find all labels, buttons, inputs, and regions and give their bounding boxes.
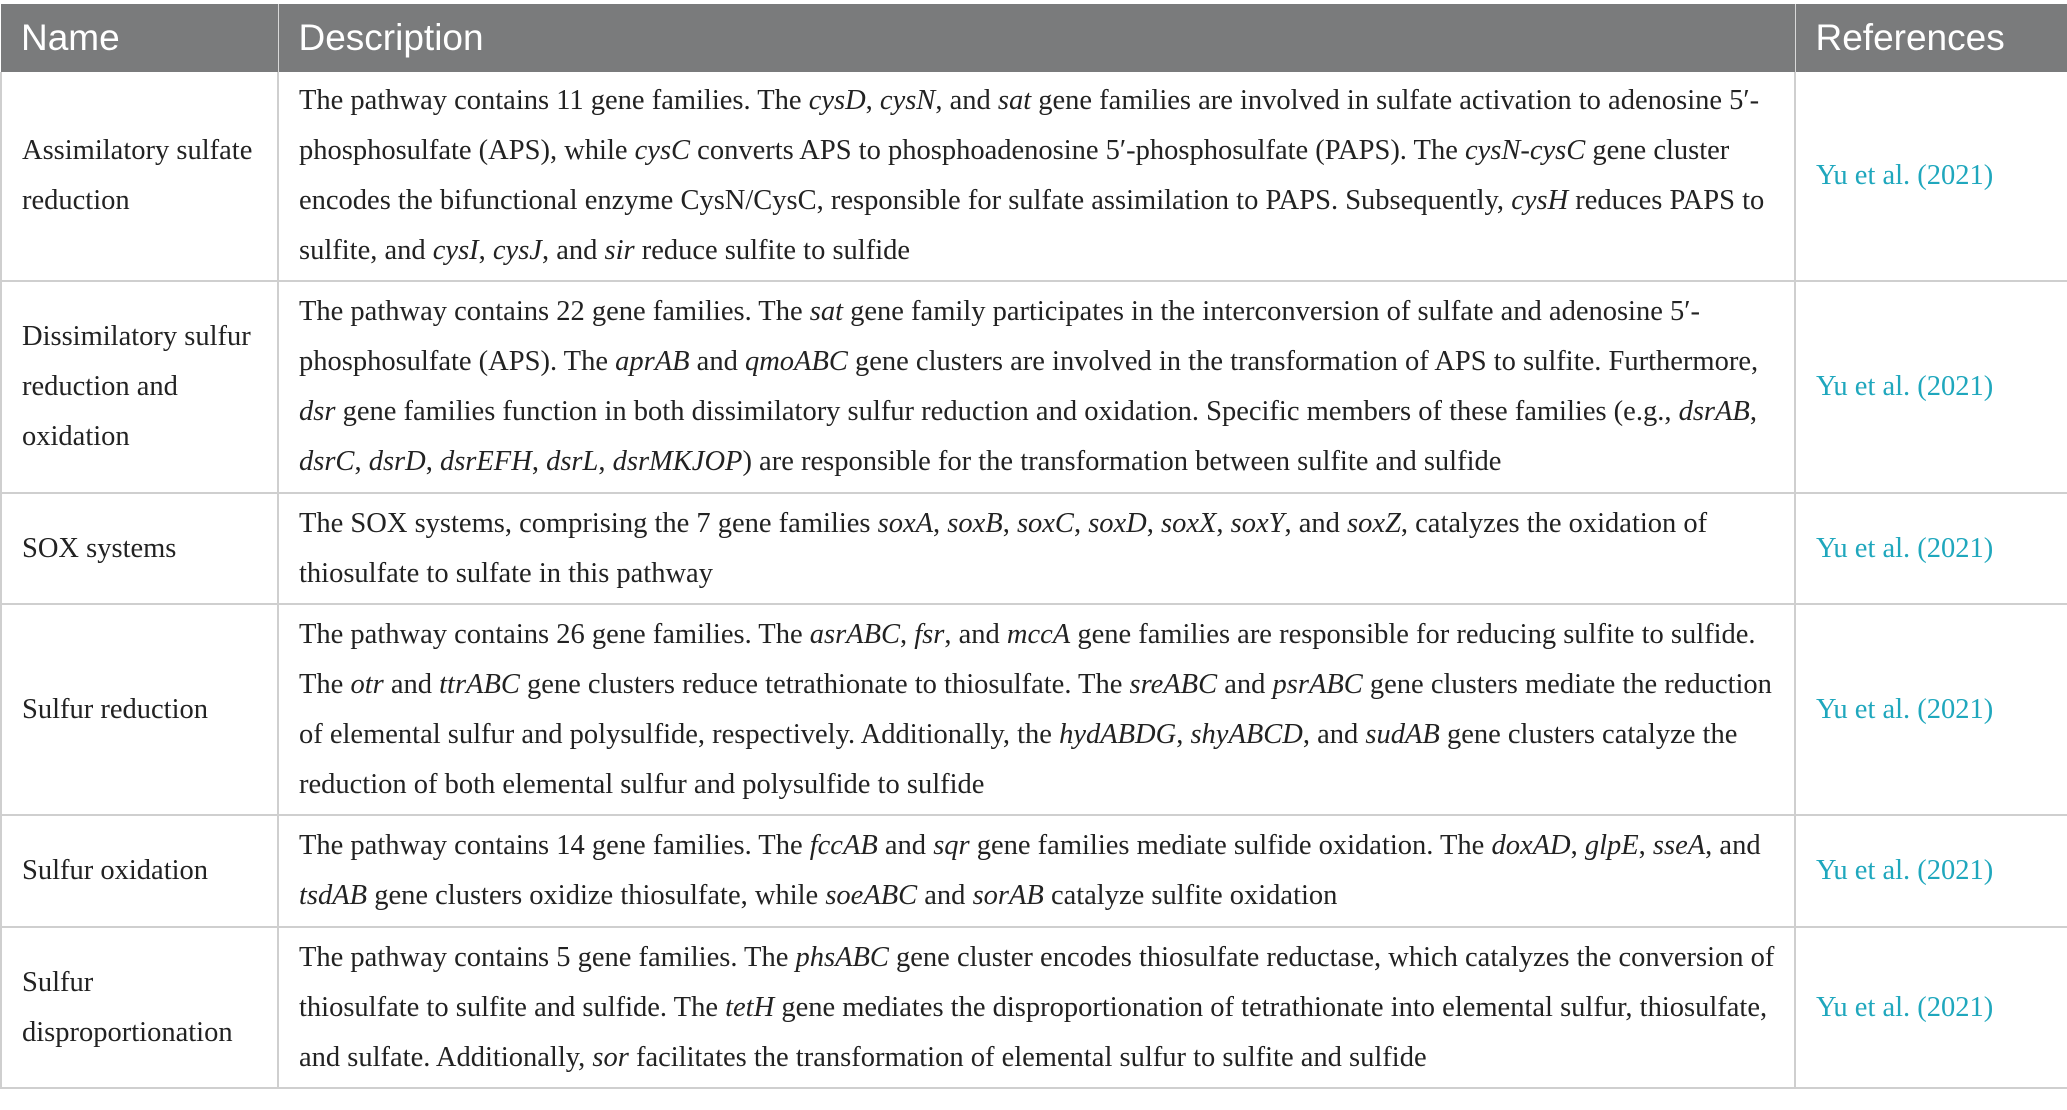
description-text: , [1749, 396, 1757, 427]
description-text: and [1217, 668, 1273, 700]
reference-link[interactable]: Yu et al. (2021) [1795, 604, 2067, 815]
pathway-description [278, 604, 1795, 815]
sulfur-pathway-table [0, 4, 2067, 1089]
gene-name: soxD [1088, 507, 1147, 539]
gene-name: cysD [808, 85, 866, 116]
description-text: The SOX systems, comprising the 7 gene families [299, 507, 878, 539]
description-text: The pathway contains 22 gene families. The [299, 296, 810, 327]
gene-name: dsrL [546, 446, 599, 477]
description-text: , [933, 507, 948, 539]
description-text: , [531, 446, 547, 477]
description-text: gene families are involved in sulfate activation to adenosine 5′-phosphosulfate (APS), while [299, 85, 1760, 166]
description-text: , and [1284, 507, 1348, 539]
gene-name: shyABCD [1190, 718, 1303, 750]
description-text: , [865, 85, 880, 116]
gene-name: dsrMKJOP [612, 446, 743, 477]
description-text: , [1638, 830, 1653, 861]
description-text: , [1216, 507, 1231, 539]
table-row [1, 927, 2067, 1088]
table-body [1, 72, 2067, 1088]
description-text: , [1002, 507, 1017, 539]
gene-name: sreABC [1129, 668, 1218, 700]
description-text: The pathway contains 14 gene families. The [299, 830, 810, 861]
description-text: ) are responsible for the transformation between sulfite and sulfide [742, 446, 1502, 477]
pathway-name: Dissimilatory sulfur reduction and oxidation [1, 281, 278, 493]
description-text: gene cluster encodes the bifunctional enzyme CysN/CysC, responsible for sulfate assimilation to PAPS. Subsequently, [299, 135, 1730, 216]
gene-name: soxZ [1347, 507, 1401, 539]
pathway-name: Sulfur reduction [1, 604, 278, 815]
gene-name: doxAD [1491, 830, 1571, 861]
description-text: gene clusters mediate the reduction of elemental sulfur and polysulfide, respectively. Additionally, the [299, 668, 1772, 750]
description-text: gene clusters are involved in the transformation of APS to sulfite. Furthermore, [847, 346, 1759, 377]
description-text: gene families are responsible for reducing sulfite to sulfide. The [299, 618, 1756, 700]
gene-name: hydABDG [1059, 718, 1177, 750]
gene-name: cysC [634, 135, 691, 166]
table-row [1, 493, 2067, 604]
description-text: gene mediates the disproportionation of tetrathionate into elemental sulfur, thiosulfate, and sulfate. Additionally, [299, 991, 1768, 1073]
gene-name: cysN [879, 85, 936, 116]
description-text: gene clusters reduce tetrathionate to thiosulfate. The [519, 668, 1130, 700]
description-text: The pathway contains 11 gene families. The [299, 85, 809, 116]
reference-link[interactable]: Yu et al. (2021) [1795, 493, 2067, 604]
reference-link[interactable]: Yu et al. (2021) [1795, 281, 2067, 493]
gene-name: fccAB [809, 830, 878, 861]
pathway-description [278, 815, 1795, 927]
reference-link[interactable]: Yu et al. (2021) [1795, 927, 2067, 1088]
table-row [1, 604, 2067, 815]
gene-name: otr [350, 668, 384, 700]
description-text: , and [1302, 718, 1366, 750]
gene-name: sat [997, 85, 1032, 116]
gene-name: qmoABC [744, 346, 848, 377]
gene-name: aprAB [615, 346, 690, 377]
gene-name: sqr [933, 830, 970, 861]
description-text: facilitates the transformation of elemental sulfur to sulfite and sulfide [628, 1041, 1427, 1073]
description-text: , [1176, 718, 1191, 750]
description-text: reduces PAPS to sulfite, and [299, 185, 1765, 266]
description-text: gene families mediate sulfide oxidation. The [969, 830, 1492, 861]
gene-name: soeABC [825, 880, 918, 911]
gene-name: sir [604, 235, 635, 266]
description-text: , [598, 446, 613, 477]
description-text: , catalyzes the oxidation of thiosulfate to sulfate in this pathway [299, 507, 1708, 589]
header-references: References [1795, 4, 2067, 72]
gene-name: cysN-cysC [1464, 135, 1586, 166]
description-text: , [1073, 507, 1089, 539]
pathway-description [278, 72, 1795, 281]
description-text: gene clusters oxidize thiosulfate, while [367, 880, 826, 911]
gene-name: fsr [914, 618, 945, 650]
description-text: and [917, 880, 973, 911]
description-text: and [877, 830, 934, 861]
gene-name: mccA [1006, 618, 1071, 650]
gene-name: soxA [877, 507, 934, 539]
table-row [1, 281, 2067, 493]
gene-name: tsdAB [299, 880, 368, 911]
description-text: and [689, 346, 745, 377]
gene-name: cysI [432, 235, 479, 266]
gene-name: dsrAB [1678, 396, 1750, 427]
pathway-description [278, 927, 1795, 1088]
description-text: , and [944, 618, 1007, 650]
table-row [1, 815, 2067, 927]
gene-name: soxX [1161, 507, 1217, 539]
description-text: The pathway contains 5 gene families. The [299, 941, 796, 973]
table-header [1, 4, 2067, 72]
gene-name: cysJ [492, 235, 542, 266]
gene-name: ttrABC [439, 668, 520, 700]
description-text: The pathway contains 26 gene families. The [299, 618, 810, 650]
gene-name: dsr [299, 396, 336, 427]
description-text: , and [935, 85, 998, 116]
gene-name: dsrEFH [439, 446, 532, 477]
pathway-name: Sulfur disproportionation [1, 927, 278, 1088]
gene-name: soxC [1016, 507, 1074, 539]
description-text: , [354, 446, 369, 477]
header-name: Name [1, 4, 278, 72]
description-text: , and [1705, 830, 1761, 861]
description-text: gene clusters catalyze the reduction of both elemental sulfur and polysulfide to sulfide [299, 718, 1738, 800]
description-text: gene family participates in the interconversion of sulfate and adenosine 5′-phosphosulfate (APS). The [299, 296, 1700, 377]
description-text: gene families function in both dissimilatory sulfur reduction and oxidation. Specific members of these families (e.g., [335, 396, 1679, 427]
gene-name: asrABC [809, 618, 900, 650]
gene-name: sat [809, 296, 843, 327]
description-text: , and [541, 235, 605, 266]
pathway-name: Sulfur oxidation [1, 815, 278, 927]
description-text: converts APS to phosphoadenosine 5′-phosphosulfate (PAPS). The [690, 135, 1465, 166]
gene-name: sorAB [972, 880, 1044, 911]
pathway-description [278, 493, 1795, 604]
pathway-description [278, 281, 1795, 493]
table-row [1, 72, 2067, 281]
header-row [1, 4, 2067, 72]
gene-name: sor [592, 1041, 629, 1073]
gene-name: soxB [947, 507, 1003, 539]
description-text: gene cluster encodes thiosulfate reductase, which catalyzes the conversion of thiosulfate to sulfite and sulfide. The [299, 941, 1775, 1023]
gene-name: phsABC [795, 941, 889, 973]
gene-name: sseA [1652, 830, 1706, 861]
gene-name: psrABC [1272, 668, 1363, 700]
gene-name: cysH [1511, 185, 1569, 216]
gene-name: dsrD [368, 446, 426, 477]
description-text: , [478, 235, 493, 266]
reference-link[interactable]: Yu et al. (2021) [1795, 815, 2067, 927]
gene-name: glpE [1584, 830, 1639, 861]
description-text: , [900, 618, 915, 650]
pathway-name: Assimilatory sulfate reduction [1, 72, 278, 281]
gene-name: sudAB [1365, 718, 1440, 750]
gene-name: dsrC [299, 446, 355, 477]
description-text: , [1146, 507, 1162, 539]
description-text: reduce sulfite to sulfide [634, 235, 911, 266]
description-text: catalyze sulfite oxidation [1043, 880, 1338, 911]
gene-name: tetH [725, 991, 775, 1023]
gene-name: soxY [1230, 507, 1285, 539]
reference-link[interactable]: Yu et al. (2021) [1795, 72, 2067, 281]
pathway-name: SOX systems [1, 493, 278, 604]
description-text: , [1570, 830, 1585, 861]
description-text: and [383, 668, 440, 700]
description-text: , [425, 446, 440, 477]
header-description: Description [278, 4, 1795, 72]
